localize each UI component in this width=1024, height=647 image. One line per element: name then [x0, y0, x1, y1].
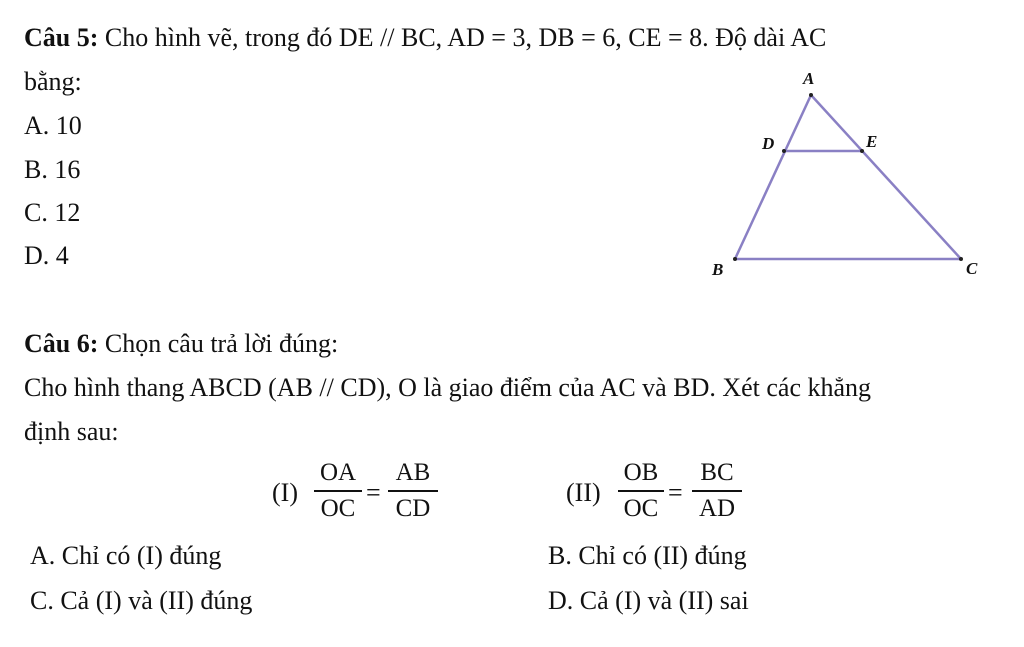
- fraction-denominator: AD: [698, 495, 736, 522]
- q6-option-b: B. Chỉ có (II) đúng: [548, 541, 747, 570]
- q6-option-d: D. Cả (I) và (II) sai: [548, 586, 749, 615]
- point-c-label: C: [966, 259, 978, 278]
- fraction-numerator: AB: [395, 459, 431, 486]
- point-a-dot: [809, 93, 813, 97]
- fraction-denominator: OC: [623, 495, 659, 522]
- segment-ab: [735, 95, 811, 259]
- point-b-dot: [733, 257, 737, 261]
- fraction-bar: [388, 490, 438, 492]
- point-e-dot: [860, 149, 864, 153]
- fraction-numerator: BC: [700, 459, 734, 486]
- statement-2-fraction-1: [618, 458, 664, 524]
- statement-1-fraction-1: [314, 458, 362, 524]
- statement-2-equals: =: [668, 478, 683, 507]
- segment-ac: [811, 95, 961, 259]
- point-d-label: D: [762, 134, 775, 153]
- fraction-numerator: OB: [623, 459, 659, 486]
- q5-line2: bằng:: [24, 67, 82, 96]
- q5-option-d: D. 4: [24, 241, 69, 270]
- statement-1-fraction-2: [388, 458, 438, 524]
- fraction-bar: [618, 490, 664, 492]
- q6-line2: Cho hình thang ABCD (AB // CD), O là giao điểm của AC và BD. Xét các khẳng: [24, 373, 872, 402]
- fraction-bar: [692, 490, 742, 492]
- q5-label: Câu 5:: [24, 23, 99, 52]
- q5-option-a: A. 10: [24, 111, 82, 140]
- statement-2-fraction-2: [692, 458, 742, 524]
- statement-2-label: (II): [566, 478, 601, 507]
- q6-prompt: Chọn câu trả lời đúng:: [98, 329, 339, 358]
- statement-1-equals: =: [366, 478, 381, 507]
- q5-option-b: B. 16: [24, 155, 81, 184]
- q6-label: Câu 6:: [24, 329, 99, 358]
- fraction-numerator: OA: [319, 459, 357, 486]
- point-b-label: B: [712, 260, 724, 279]
- point-e-label: E: [866, 132, 878, 151]
- q6-line3: định sau:: [24, 417, 119, 446]
- point-d-dot: [782, 149, 786, 153]
- point-c-dot: [959, 257, 963, 261]
- fraction-denominator: CD: [395, 495, 431, 522]
- q6-line1: [24, 328, 338, 360]
- fraction-bar: [314, 490, 362, 492]
- q6-option-a: A. Chỉ có (I) đúng: [30, 541, 222, 570]
- point-a-label: A: [803, 69, 815, 88]
- statement-1-label: (I): [272, 478, 298, 507]
- q6-option-c: C. Cả (I) và (II) đúng: [30, 586, 253, 615]
- q5-text: Cho hình vẽ, trong đó DE // BC, AD = 3, DB = 6, CE = 8. Độ dài AC: [98, 23, 827, 52]
- q5-option-c: C. 12: [24, 198, 81, 227]
- fraction-denominator: OC: [320, 495, 356, 522]
